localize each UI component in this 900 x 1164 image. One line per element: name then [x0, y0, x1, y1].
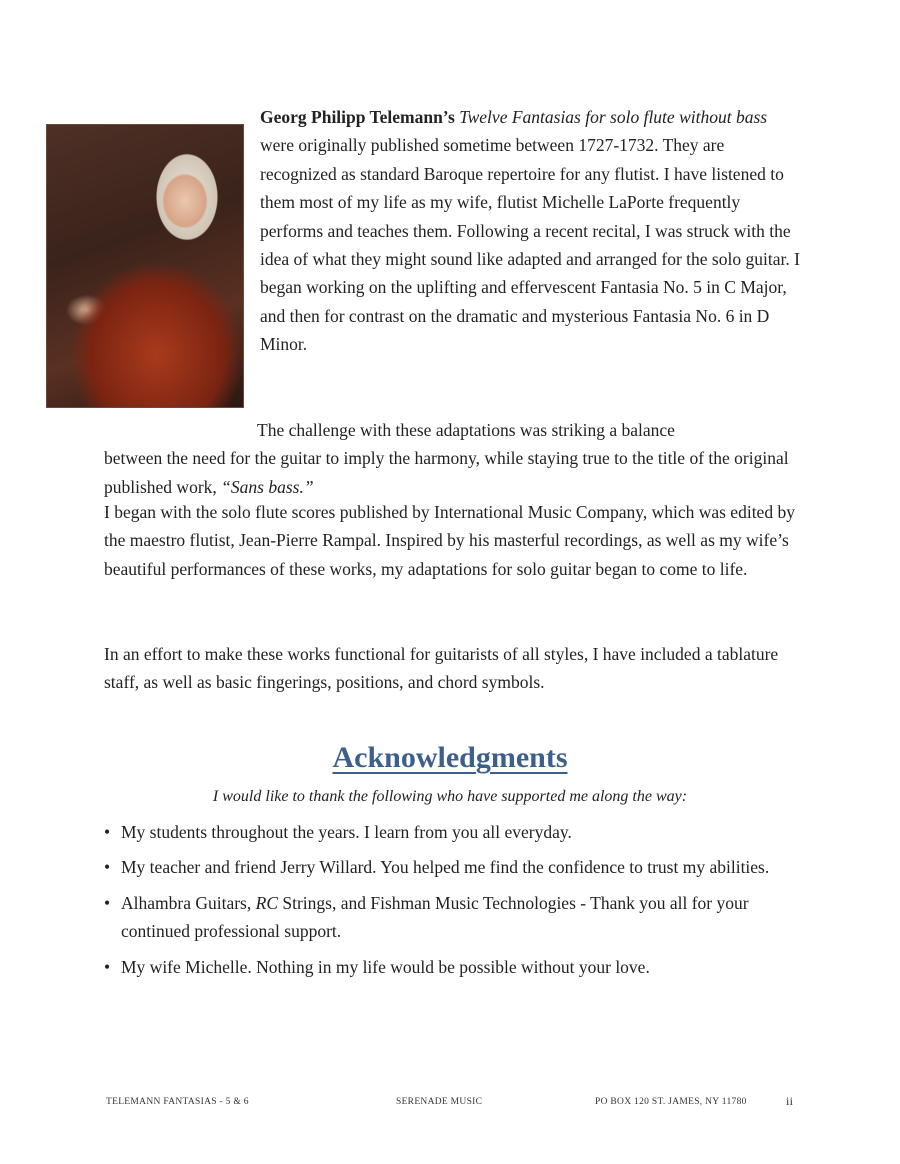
bullet-icon: •: [104, 892, 111, 913]
bullet-icon: •: [104, 857, 111, 878]
bullet-icon: •: [104, 956, 111, 977]
intro-cont-first-line: The challenge with these adaptations was striking a balance: [257, 420, 675, 440]
paragraph-tablature: In an effort to make these works functional for guitarists of all styles, I have included a tablature staff, as well as basic fingerings, positions, and chord symbols.: [104, 644, 779, 693]
page-number: ii: [786, 1094, 794, 1108]
acknowledgments-heading: Acknowledgments: [332, 741, 568, 774]
list-item-text: My wife Michelle. Nothing in my life would be possible without your love.: [121, 956, 650, 977]
acknowledgments-subtitle: I would like to thank the following who have supported me along the way:: [212, 788, 688, 805]
telemann-portrait-image: [46, 124, 244, 408]
list-item-text: My teacher and friend Jerry Willard. You helped me find the confidence to trust my abilities.: [121, 857, 770, 878]
intro-continuation: [104, 416, 804, 501]
list-item: [104, 818, 804, 846]
list-item-text: Strings, and Fishman Music Technologies - Thank you all for your continued professional support.: [121, 892, 749, 942]
list-item-text: My students throughout the years. I learn from you all everyday.: [121, 822, 572, 842]
sans-bass-quote: “Sans bass.”: [221, 476, 314, 497]
intro-paragraph: [260, 103, 800, 359]
acknowledgments-list: [104, 818, 804, 988]
intro-text: were originally published sometime between 1727-1732. They are recognized as standard Baroque repertoire for any flutist. I have listened to them most of my life as my wife, flutist Michelle LaPorte frequently performs and teaches them. Following a recent recital, I was struck with the idea of what they might sound like adapted and arranged for the solo guitar. I began working on the uplifting and effervescent Fantasia No. 5 in C Major, and then for contrast on the dramatic and mysterious Fantasia No. 6 in D Minor.: [260, 135, 800, 355]
composer-name: Georg Philipp Telemann’s: [260, 107, 455, 127]
intro-cont-rest: between the need for the guitar to imply the harmony, while staying true to the title of the original published work,: [104, 448, 789, 497]
list-item-text: Alhambra Guitars,: [121, 892, 252, 913]
footer-address: PO BOX 120 ST. JAMES, NY 11780: [595, 1097, 747, 1107]
list-item: [104, 953, 804, 981]
rc-strings-brand: RC: [255, 892, 278, 913]
bullet-icon: •: [104, 822, 111, 842]
footer-publisher: SERENADE MUSIC: [396, 1097, 483, 1107]
list-item: [104, 853, 804, 881]
footer-title: TELEMANN FANTASIAS - 5 & 6: [106, 1097, 249, 1107]
list-item: [104, 889, 804, 946]
paragraph-scores: I began with the solo flute scores published by International Music Company, which was edited by the maestro flutist, Jean-Pierre Rampal. Inspired by his masterful recordings, as well as my wife’s beautiful performances of these works, my adaptations for solo guitar began to come to life.: [104, 502, 795, 579]
work-title: Twelve Fantasias for solo flute without bass: [459, 107, 768, 127]
